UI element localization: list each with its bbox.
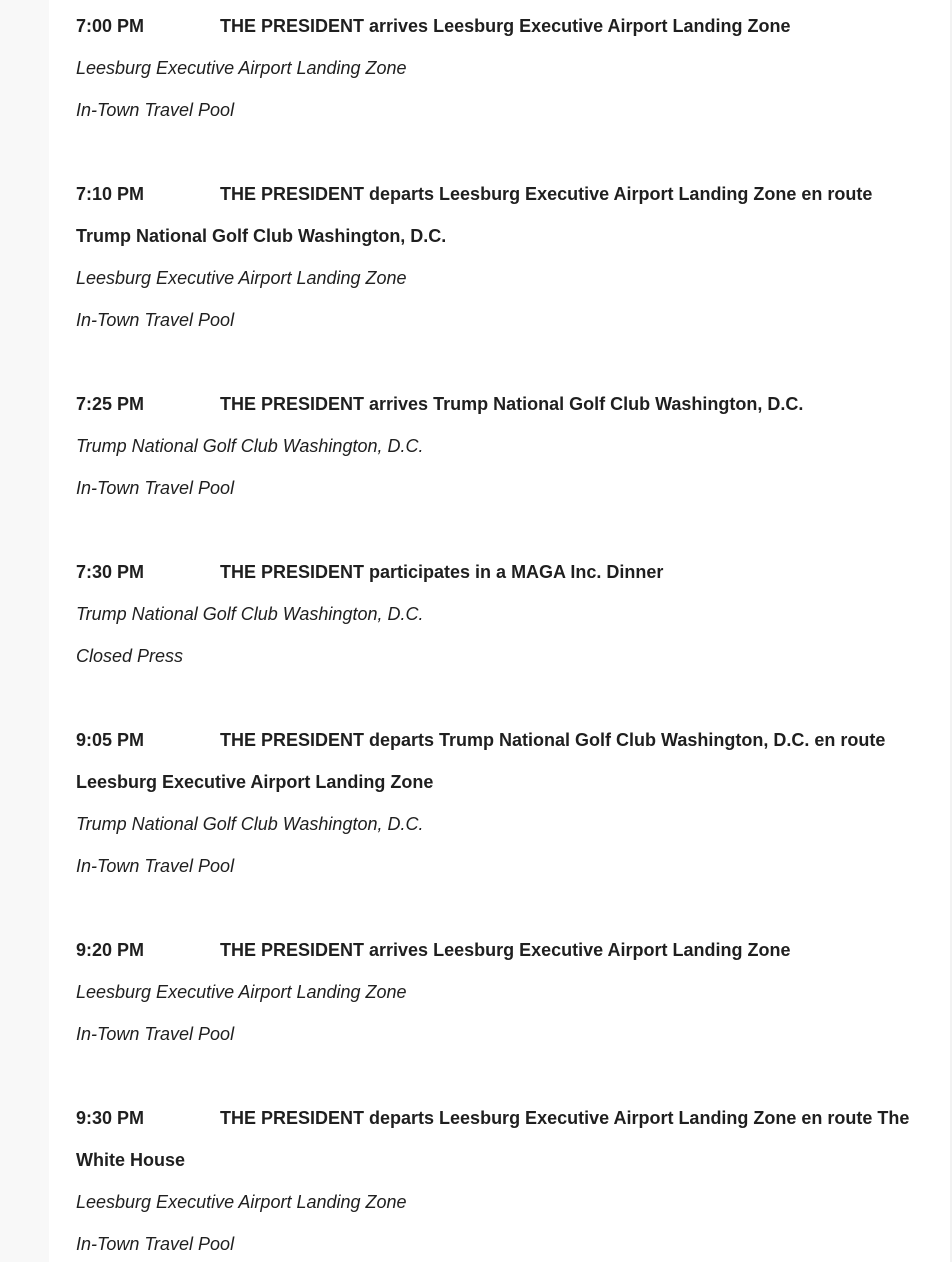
event-press-coverage: In-Town Travel Pool	[76, 310, 235, 330]
event-description: THE PRESIDENT arrives Trump National Golf Club Washington, D.C.	[220, 394, 804, 414]
event-press-coverage: In-Town Travel Pool	[76, 100, 235, 120]
event-press-coverage: Closed Press	[76, 646, 184, 666]
event-time: 7:25 PM	[76, 394, 145, 414]
schedule-content	[49, 0, 950, 1262]
left-gutter	[0, 0, 49, 1262]
event-description: THE PRESIDENT arrives Leesburg Executive Airport Landing Zone	[220, 16, 791, 36]
event-title-line	[76, 5, 920, 47]
schedule-entry-5	[76, 719, 920, 887]
schedule-entry-6	[76, 929, 920, 1055]
schedule-entry-1	[76, 5, 920, 131]
event-time: 9:30 PM	[76, 1108, 145, 1128]
event-title-line	[76, 719, 920, 803]
schedule-entry-4	[76, 551, 920, 677]
event-title-line	[76, 1097, 920, 1181]
event-title-line	[76, 929, 920, 971]
event-title-line	[76, 173, 920, 257]
event-location: Trump National Golf Club Washington, D.C.	[76, 604, 424, 624]
schedule-entry-3	[76, 383, 920, 509]
event-description: THE PRESIDENT arrives Leesburg Executive Airport Landing Zone	[220, 940, 791, 960]
event-press-coverage: In-Town Travel Pool	[76, 856, 235, 876]
event-description: THE PRESIDENT departs Leesburg Executive Airport Landing Zone en route The White House	[76, 1108, 910, 1170]
event-location: Leesburg Executive Airport Landing Zone	[76, 1192, 407, 1212]
event-time: 9:05 PM	[76, 730, 145, 750]
schedule-entry-2	[76, 173, 920, 341]
event-location: Leesburg Executive Airport Landing Zone	[76, 268, 407, 288]
event-location: Trump National Golf Club Washington, D.C.	[76, 814, 424, 834]
event-description: THE PRESIDENT participates in a MAGA Inc. Dinner	[220, 562, 664, 582]
event-location: Trump National Golf Club Washington, D.C.	[76, 436, 424, 456]
event-press-coverage: In-Town Travel Pool	[76, 1234, 235, 1254]
event-description: THE PRESIDENT departs Leesburg Executive Airport Landing Zone en route Trump National Golf Club Washington, D.C.	[76, 184, 873, 246]
event-press-coverage: In-Town Travel Pool	[76, 478, 235, 498]
event-location: Leesburg Executive Airport Landing Zone	[76, 982, 407, 1002]
event-title-line	[76, 551, 920, 593]
event-title-line	[76, 383, 920, 425]
event-time: 7:30 PM	[76, 562, 145, 582]
event-time: 9:20 PM	[76, 940, 145, 960]
event-time: 7:10 PM	[76, 184, 145, 204]
event-location: Leesburg Executive Airport Landing Zone	[76, 58, 407, 78]
schedule-entry-7	[76, 1097, 920, 1265]
event-time: 7:00 PM	[76, 16, 145, 36]
event-press-coverage: In-Town Travel Pool	[76, 1024, 235, 1044]
event-description: THE PRESIDENT departs Trump National Golf Club Washington, D.C. en route Leesburg Executive Airport Landing Zone	[76, 730, 886, 792]
